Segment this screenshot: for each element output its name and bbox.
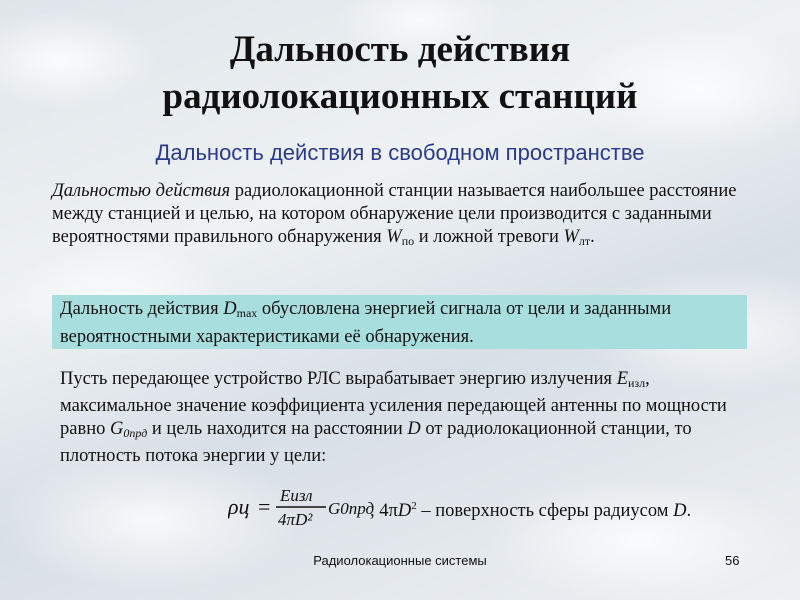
tail-d2: D: [673, 501, 687, 522]
d-symbol: D: [223, 299, 237, 319]
formula-lhs: ρц: [228, 494, 250, 519]
tail-sup: 2: [411, 500, 417, 512]
page-number: 56: [725, 553, 740, 568]
tail-end: .: [686, 501, 692, 522]
d-subscript-max: max: [236, 306, 258, 320]
g-symbol: G: [109, 419, 124, 439]
definition-end: .: [590, 227, 595, 247]
energy-density-formula: [228, 484, 378, 530]
tail-d: D: [397, 501, 412, 522]
slide-subtitle: Дальность действия в свободном пространстве: [155, 140, 645, 165]
w-symbol-2: W: [563, 227, 579, 247]
energy-p4: от радиолокационной станции, то плотность потока энергии у цели:: [60, 419, 692, 466]
definition-text: радиолокационной станции называется наибольшее расстояние между станцией и целью, на котором обнаружение цели производится с заданными вероятностями правильного обнаружения: [52, 181, 737, 247]
formula-tail: [370, 500, 691, 522]
definition-mid: и ложной тревоги: [414, 227, 564, 247]
definition-paragraph: [52, 180, 752, 253]
box-post: обусловлена энергией сигнала от цели и заданными вероятностными характеристиками её обнаружения.: [60, 299, 672, 347]
formula-gain: G0прд: [328, 499, 375, 518]
energy-p3: и цель находится на расстоянии: [147, 419, 408, 439]
w-subscript-lt: лт: [578, 234, 591, 248]
d-symbol-2: D: [407, 419, 421, 439]
tail-pre: , 4π: [370, 501, 398, 522]
footer-label: Радиолокационные системы: [313, 553, 487, 568]
title-line-1: Дальность действия: [229, 29, 571, 70]
slide-title: [0, 26, 800, 120]
definition-term: Дальностью действия: [52, 181, 231, 201]
w-subscript-po: по: [401, 234, 415, 248]
w-symbol: W: [386, 227, 402, 247]
box-pre: Дальность действия: [60, 299, 224, 319]
formula-equals: =: [258, 494, 271, 519]
energy-p1: Пусть передающее устройство РЛС вырабатывает энергию излучения: [60, 369, 617, 389]
title-line-2: радиолокационных станций: [162, 76, 638, 117]
formula-denominator: 4πD²: [278, 510, 313, 529]
e-subscript: изл: [628, 376, 646, 390]
tail-mid: – поверхность сферы радиусом: [416, 501, 674, 522]
highlight-box: [52, 295, 747, 349]
energy-p2: , максимальное значение коэффициента усиления передающей антенны по мощности равно: [60, 369, 727, 439]
formula-numerator: Eизл: [280, 486, 313, 505]
g-subscript: 0прд: [123, 426, 148, 440]
energy-paragraph: [60, 368, 750, 468]
e-symbol: E: [616, 369, 628, 389]
